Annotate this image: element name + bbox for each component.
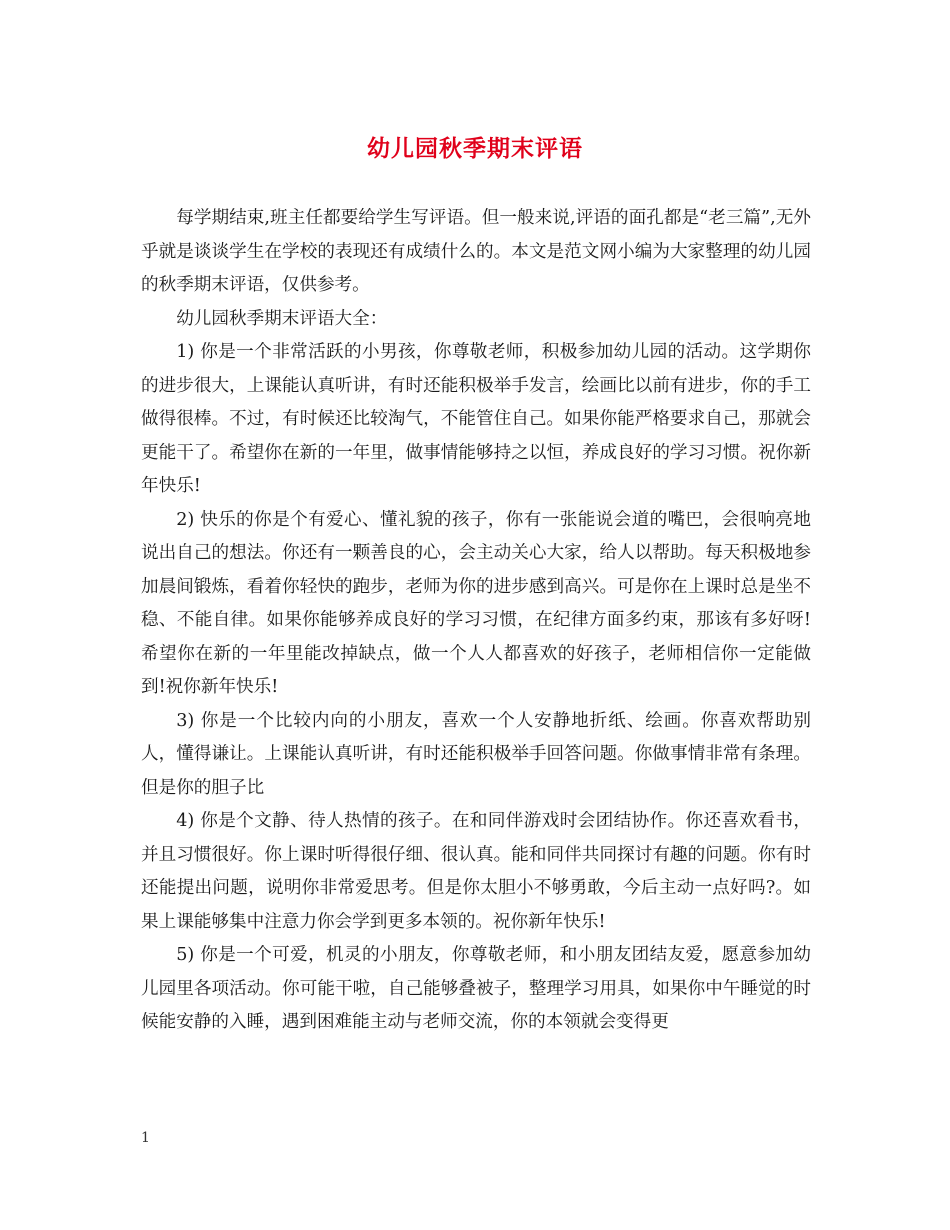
section-heading: 幼儿园秋季期末评语大全： xyxy=(176,308,388,329)
page-number: 1 xyxy=(141,1130,150,1146)
comment-paragraph-2: 2) 快乐的你是个有爱心、懂礼貌的孩子，你有一张能说会道的嘴巴，会很响亮地说出自己的想法。你还有一颗善良的心，会主动关心大家，给人以帮助。每天积极地参加晨间锻炼，看着你轻快的跑步，老师为你的进步感到高兴。可是你在上课时总是坐不稳、不能自律。如果你能够养成良好的学习习惯，在纪律方面多约束，那该有多好呀!希望你在新的一年里能改掉缺点，做一个人人都喜欢的好孩子，老师相信你一定能做到!祝你新年快乐! xyxy=(141,509,811,697)
comment-paragraph-1: 1) 你是一个非常活跃的小男孩，你尊敬老师，积极参加幼儿园的活动。这学期你的进步很大，上课能认真听讲，有时还能积极举手发言，绘画比以前有进步，你的手工做得很棒。不过，有时候还比较淘气，不能管住自己。如果你能严格要求自己，那就会更能干了。希望你在新的一年里，做事情能够持之以恒，养成良好的学习习惯。祝你新年快乐! xyxy=(141,342,811,496)
comment-paragraph-5: 5) 你是一个可爱，机灵的小朋友，你尊敬老师，和小朋友团结友爱，愿意参加幼儿园里各项活动。你可能干啦，自己能够叠被子，整理学习用具，如果你中午睡觉的时候能安静的入睡，遇到困难能主动与老师交流，你的本领就会变得更 xyxy=(141,945,811,1032)
intro-paragraph: 每学期结束,班主任都要给学生写评语。但一般来说,评语的面孔都是“老三篇”,无外乎就是谈谈学生在学校的表现还有成绩什么的。本文是范文网小编为大家整理的幼儿园的秋季期末评语，仅供参考。 xyxy=(141,208,811,295)
document-body xyxy=(141,202,811,1040)
comment-paragraph-4: 4) 你是个文静、待人热情的孩子。在和同伴游戏时会团结协作。你还喜欢看书，并且习惯很好。你上课时听得很仔细、很认真。能和同伴共同探讨有趣的问题。你有时还能提出问题，说明你非常爱思考。但是你太胆小不够勇敢，今后主动一点好吗?。如果上课能够集中注意力你会学到更多本领的。祝你新年快乐! xyxy=(141,811,811,932)
comment-paragraph-3: 3) 你是一个比较内向的小朋友，喜欢一个人安静地折纸、绘画。你喜欢帮助别人，懂得谦让。上课能认真听讲，有时还能积极举手回答问题。你做事情非常有条理。但是你的胆子比 xyxy=(141,710,811,798)
document-title: 幼儿园秋季期末评语 xyxy=(367,135,583,162)
